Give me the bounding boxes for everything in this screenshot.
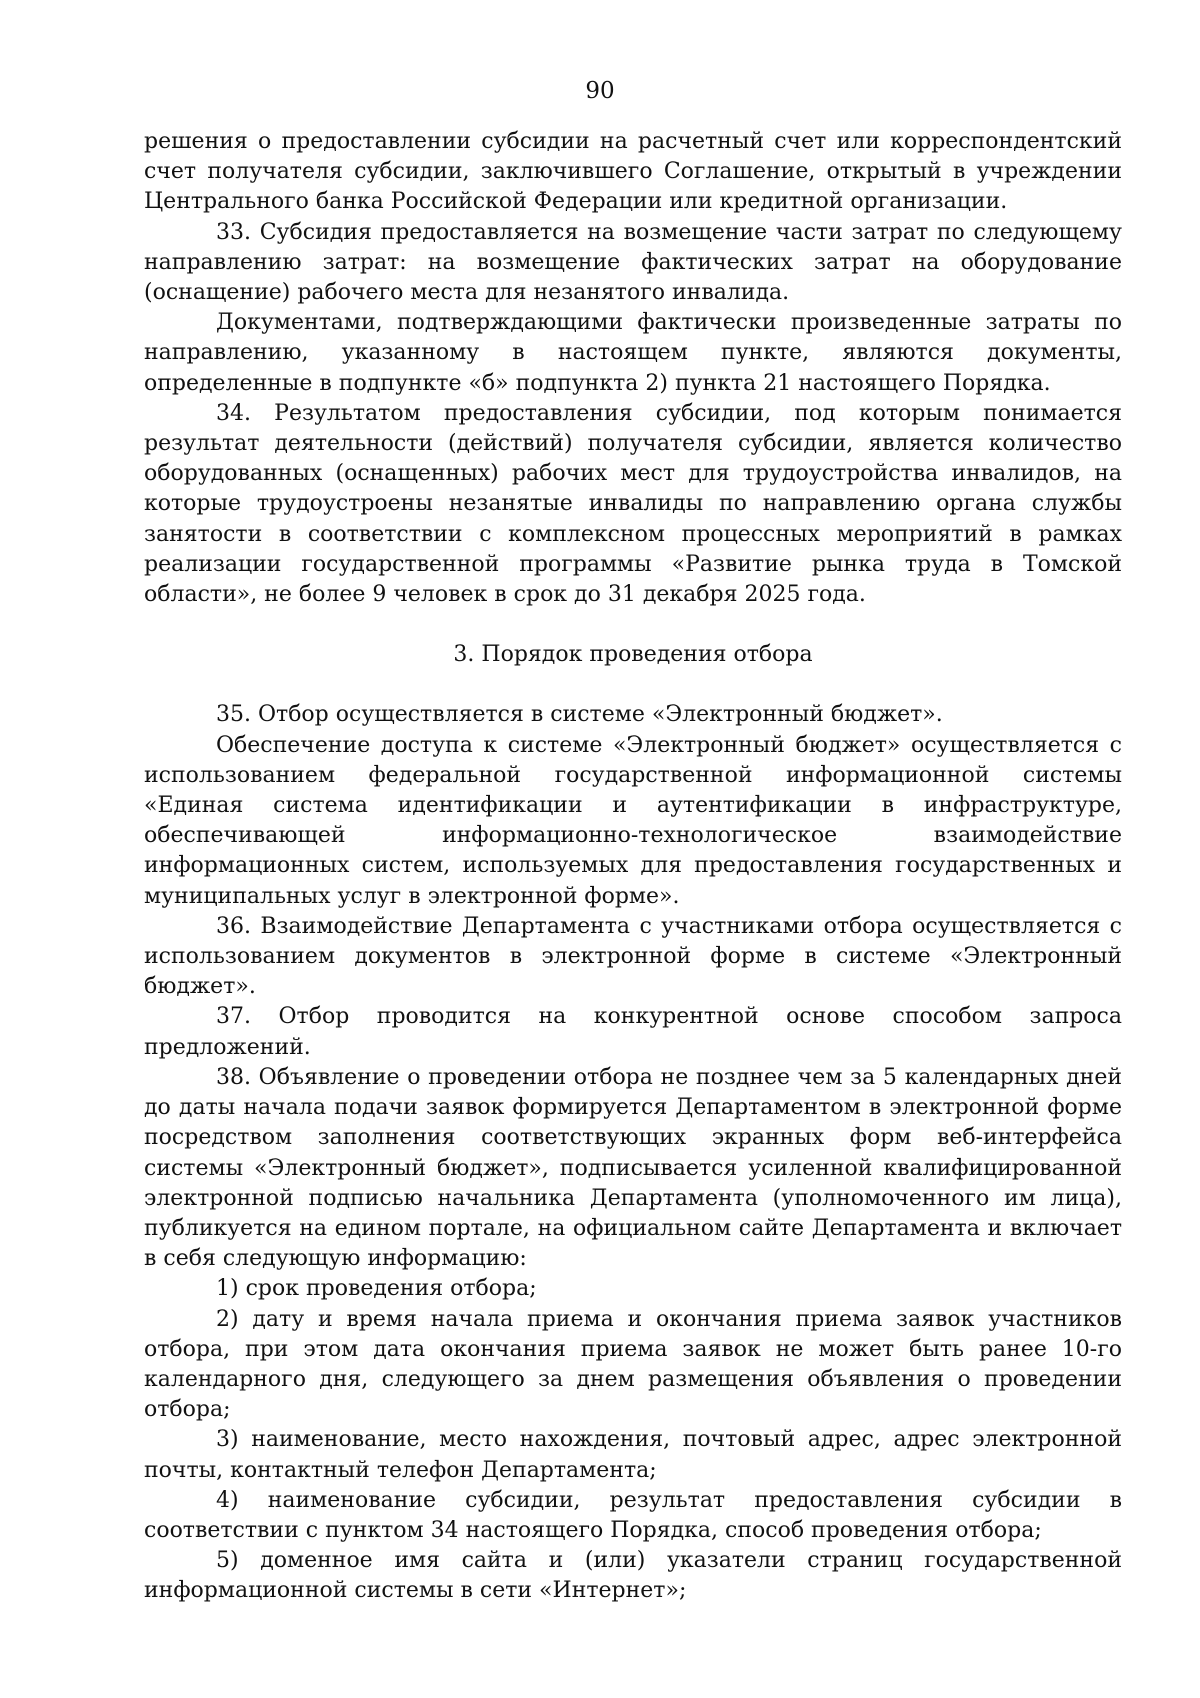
list-item-3: 3) наименование, место нахождения, почтовый адрес, адрес электронной почты, контактный телефон Департамента; <box>144 1427 1122 1483</box>
document-body <box>144 127 1122 1607</box>
paragraph-continuation: решения о предоставлении субсидии на расчетный счет или корреспондентский счет получателя субсидии, заключившего Соглашение, открытый в учреждении Центрального банка Российской Федерации или кредитной организации. <box>144 129 1122 215</box>
paragraph-33: 33. Субсидия предоставляется на возмещение части затрат по следующему направлению затрат: на возмещение фактических затрат на оборудование (оснащение) рабочего места для незанятого инвалида. <box>144 219 1122 306</box>
section-heading: 3. Порядок проведения отбора <box>453 642 813 668</box>
list-item-4: 4) наименование субсидии, результат предоставления субсидии в соответствии с пунктом 34 настоящего Порядка, способ проведения отбора; <box>144 1487 1122 1543</box>
page-number: 90 <box>585 78 615 104</box>
paragraph-36: 36. Взаимодействие Департамента с участниками отбора осуществляется с использованием документов в электронной форме в системе «Электронный бюджет». <box>144 913 1122 1000</box>
paragraph-38: 38. Объявление о проведении отбора не позднее чем за 5 календарных дней до даты начала подачи заявок формируется Департаментом в электронной форме посредством заполнения соответствующих экранных форм веб-интерфейса системы «Электронный бюджет», подписывается усиленной квалифицированной электронной подписью начальника Департамента (уполномоченного им лица), публикуется на едином портале, на официальном сайте Департамента и включает в себя следующую информацию: <box>144 1064 1122 1272</box>
paragraph-35: 35. Отбор осуществляется в системе «Электронный бюджет». <box>216 702 943 728</box>
paragraph-33-documents: Документами, подтверждающими фактически произведенные затраты по направлению, указанному в настоящем пункте, являются документы, определенные в подпункте «б» подпункта 2) пункта 21 настоящего Порядка. <box>144 310 1122 396</box>
list-item-5: 5) доменное имя сайта и (или) указатели страниц государственной информационной системы в сети «Интернет»; <box>144 1548 1122 1604</box>
list-item-1: 1) срок проведения отбора; <box>216 1276 537 1302</box>
list-item-2: 2) дату и время начала приема и окончания приема заявок участников отбора, при этом дата окончания приема заявок не может быть ранее 10-го календарного дня, следующего за днем размещения объявления о проведении отбора; <box>144 1306 1122 1423</box>
paragraph-37: 37. Отбор проводится на конкурентной основе способом запроса предложений. <box>144 1004 1122 1060</box>
paragraph-35-access: Обеспечение доступа к системе «Электронный бюджет» осуществляется с использованием федеральной государственной информационной системы «Единая система идентификации и аутентификации в инфраструктуре, обеспечивающей информационно-технологическое взаимодействие информационных систем, используемых для предоставления государственных и муниципальных услуг в электронной форме». <box>144 732 1122 909</box>
paragraph-34: 34. Результатом предоставления субсидии, под которым понимается результат деятельности (действий) получателя субсидии, является количество оборудованных (оснащенных) рабочих мест для трудоустройства инвалидов, на которые трудоустроены незанятые инвалиды по направлению органа службы занятости в соответствии с комплексном процессных мероприятий в рамках реализации государственной программы «Развитие рынка труда в Томской области», не более 9 человек в срок до 31 декабря 2025 года. <box>144 400 1122 608</box>
